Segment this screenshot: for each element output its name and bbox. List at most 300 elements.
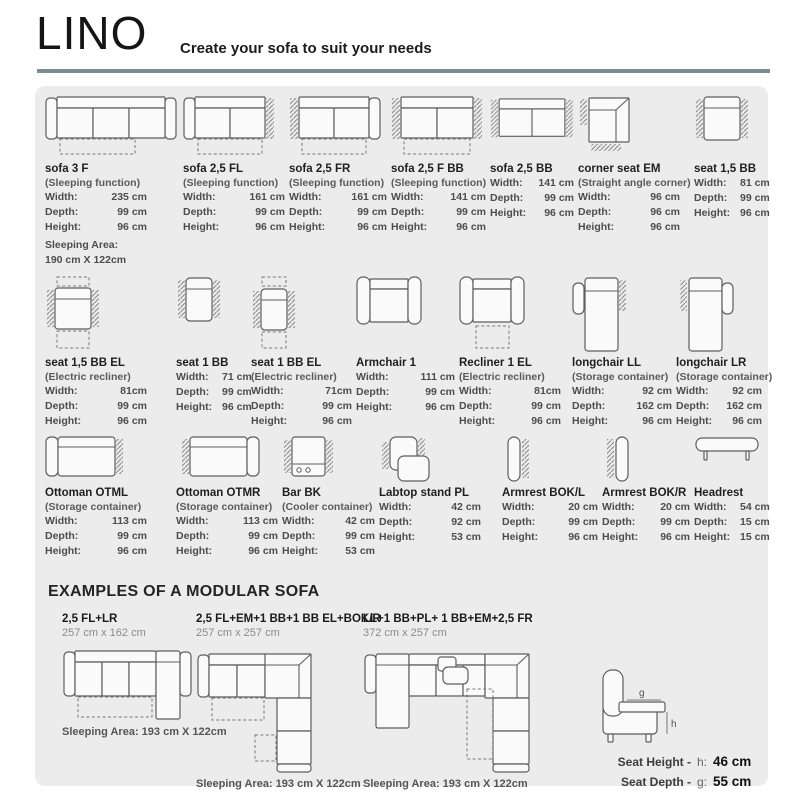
- spec-label: Width:: [45, 191, 78, 203]
- product-subtitle: (Storage container): [45, 501, 142, 513]
- example-size: 257 cm x 257 cm: [196, 627, 280, 639]
- seat-height-var: h:: [696, 755, 707, 769]
- spec-value: 54 cm: [740, 501, 770, 513]
- spec-value: 99 cm: [117, 206, 147, 218]
- spec-label: Width:: [183, 191, 216, 203]
- spec-value: 161 cm: [249, 191, 285, 203]
- spec-value: 162 cm: [636, 400, 672, 412]
- spec-row: [459, 384, 561, 399]
- product-name: Ottoman OTMR: [176, 487, 261, 499]
- spec-label: Depth:: [45, 400, 79, 412]
- product-specs: [176, 514, 278, 559]
- spec-value: 99 cm: [544, 192, 574, 204]
- spec-value: 96 cm: [544, 207, 574, 219]
- spec-row: [251, 414, 352, 429]
- product-name: seat 1,5 BB: [694, 163, 757, 175]
- spec-label: Width:: [459, 385, 492, 397]
- spec-label: Width:: [490, 177, 523, 189]
- spec-label: Height:: [282, 545, 319, 557]
- example-diagram: [196, 649, 363, 773]
- spec-row: [45, 205, 147, 220]
- spec-value: 20 cm: [568, 501, 598, 513]
- spec-label: Width:: [176, 371, 209, 383]
- spec-value: 99 cm: [740, 192, 770, 204]
- sofa-2-5-bb-icon: [490, 96, 574, 142]
- spec-value: 99 cm: [322, 400, 352, 412]
- module-diagram: [459, 276, 568, 354]
- spec-row: [176, 529, 278, 544]
- spec-row: [694, 191, 770, 206]
- spec-value: 99 cm: [117, 400, 147, 412]
- spec-value: 96 cm: [117, 545, 147, 557]
- product-specs: [694, 500, 770, 545]
- spec-row: [282, 514, 375, 529]
- example-sleeping-area: Sleeping Area: 193 cm X 122cm: [196, 778, 361, 790]
- product-subtitle: (Electric recliner): [251, 371, 337, 383]
- spec-label: Height:: [45, 415, 82, 427]
- spec-label: Width:: [251, 385, 284, 397]
- spec-row: [490, 191, 574, 206]
- spec-value: 15 cm: [740, 531, 770, 543]
- example-card: [363, 612, 585, 790]
- product-specs: [45, 514, 147, 559]
- spec-row: [45, 384, 147, 399]
- spec-label: Depth:: [282, 530, 316, 542]
- product-specs: [282, 514, 375, 559]
- spec-value: 92 cm: [642, 385, 672, 397]
- spec-row: [572, 399, 672, 414]
- product-specs: [251, 384, 352, 429]
- product-name: sofa 3 F: [45, 163, 89, 175]
- product-specs: [289, 190, 387, 235]
- spec-row: [502, 515, 598, 530]
- spec-label: Height:: [459, 415, 496, 427]
- product-subtitle: (Electric recliner): [45, 371, 131, 383]
- spec-row: [379, 515, 481, 530]
- spec-label: Width:: [45, 385, 78, 397]
- spec-row: [45, 399, 147, 414]
- spec-label: Depth:: [251, 400, 285, 412]
- spec-value: 71 cm: [222, 371, 252, 383]
- spec-row: [694, 206, 770, 221]
- product-subtitle: (Cooler container): [282, 501, 373, 513]
- ottoman-otmr-icon: [176, 436, 260, 478]
- spec-row: [694, 176, 770, 191]
- spec-value: 99 cm: [531, 400, 561, 412]
- spec-label: Depth:: [289, 206, 323, 218]
- module-diagram: [694, 96, 762, 160]
- spec-label: Depth:: [694, 192, 728, 204]
- seat-depth-row: [585, 772, 765, 792]
- spec-row: [676, 384, 762, 399]
- spec-value: 20 cm: [660, 501, 690, 513]
- spec-row: [289, 205, 387, 220]
- spec-row: [379, 530, 481, 545]
- brand-tagline: Create your sofa to suit your needs: [180, 40, 432, 57]
- example-3-icon: [363, 649, 541, 773]
- spec-row: [578, 190, 680, 205]
- example-size: 257 cm x 162 cm: [62, 627, 146, 639]
- module-diagram: [379, 436, 498, 484]
- spec-row: [45, 414, 147, 429]
- spec-label: Depth:: [490, 192, 524, 204]
- product-specs: [676, 384, 762, 429]
- product-name: longchair LR: [676, 357, 747, 369]
- spec-value: 113 cm: [242, 515, 278, 527]
- module-diagram: [251, 276, 352, 354]
- spec-row: [490, 206, 574, 221]
- product-specs: [391, 190, 486, 235]
- longchair-ll-icon: [572, 276, 630, 352]
- spec-row: [251, 399, 352, 414]
- product-card: [172, 276, 252, 429]
- product-subtitle: (Straight angle corner): [578, 177, 691, 189]
- product-name: seat 1 BB: [176, 357, 229, 369]
- bar-bk-icon: [282, 436, 334, 478]
- product-subtitle: (Storage container): [572, 371, 669, 383]
- spec-row: [176, 400, 252, 415]
- spec-value: 162 cm: [726, 400, 762, 412]
- product-extra-line: Sleeping Area:: [45, 239, 119, 251]
- spec-value: 96 cm: [255, 221, 285, 233]
- product-card: [41, 436, 172, 559]
- product-card: [498, 436, 598, 559]
- spec-row: [602, 530, 690, 545]
- spec-row: [578, 205, 680, 220]
- spec-label: Height:: [356, 401, 393, 413]
- spec-label: Width:: [391, 191, 424, 203]
- module-diagram: [356, 276, 455, 354]
- seat-1-5-bb-el-icon: [45, 276, 101, 352]
- spec-value: 96 cm: [650, 191, 680, 203]
- product-card: [41, 96, 179, 268]
- product-subtitle: (Sleeping function): [45, 177, 141, 189]
- example-1-icon: [62, 649, 196, 721]
- spec-value: 96 cm: [531, 415, 561, 427]
- spec-value: 81cm: [120, 385, 147, 397]
- spec-label: Height:: [176, 545, 213, 557]
- product-card: [455, 276, 568, 429]
- spec-value: 96 cm: [357, 221, 387, 233]
- seat-side-view-diagram: [589, 656, 765, 752]
- spec-row: [183, 220, 285, 235]
- product-specs: [572, 384, 672, 429]
- spec-label: Depth:: [578, 206, 612, 218]
- product-specs: [578, 190, 680, 235]
- example-name: LL+1 BB+PL+ 1 BB+EM+2,5 FR: [363, 613, 533, 625]
- spec-label: Depth:: [459, 400, 493, 412]
- spec-label: Depth:: [356, 386, 390, 398]
- spec-value: 99 cm: [660, 516, 690, 528]
- product-name: seat 1 BB EL: [251, 357, 322, 369]
- module-diagram: [183, 96, 285, 160]
- spec-row: [176, 544, 278, 559]
- catalog-panel: [35, 86, 773, 790]
- spec-label: Height:: [45, 545, 82, 557]
- seat-1-bb-icon: [176, 276, 222, 324]
- product-name: Armchair 1: [356, 357, 417, 369]
- product-specs: [502, 500, 598, 545]
- spec-label: Width:: [602, 501, 635, 513]
- module-diagram: [572, 276, 672, 354]
- product-specs: [379, 500, 481, 545]
- module-diagram: [282, 436, 375, 484]
- product-card: [574, 96, 690, 268]
- product-name: Recliner 1 EL: [459, 357, 532, 369]
- spec-row: [183, 205, 285, 220]
- spec-label: Width:: [356, 371, 389, 383]
- product-card: [598, 436, 690, 559]
- product-card: [387, 96, 486, 268]
- spec-row: [379, 500, 481, 515]
- product-specs: [176, 370, 252, 415]
- product-specs: [45, 190, 147, 235]
- spec-label: Width:: [289, 191, 322, 203]
- spec-value: 96 cm: [660, 531, 690, 543]
- example-name: 2,5 FL+EM+1 BB+1 BB EL+BOK/R: [196, 613, 381, 625]
- spec-label: Width:: [572, 385, 605, 397]
- sofa-2-5-fl-icon: [183, 96, 275, 156]
- spec-label: Depth:: [676, 400, 710, 412]
- spec-row: [602, 500, 690, 515]
- spec-value: 96 cm: [456, 221, 486, 233]
- ottoman-otml-icon: [45, 436, 129, 478]
- spec-row: [45, 529, 147, 544]
- product-subtitle: (Sleeping function): [183, 177, 279, 189]
- seat-height-value: 46 cm: [713, 754, 752, 769]
- spec-value: 96 cm: [425, 401, 455, 413]
- spec-value: 99 cm: [255, 206, 285, 218]
- brand-logo: LINO: [36, 7, 148, 59]
- product-specs: [459, 384, 561, 429]
- product-name: Labtop stand PL: [379, 487, 470, 499]
- spec-value: 92 cm: [451, 516, 481, 528]
- example-name: 2,5 FL+LR: [62, 613, 118, 625]
- spec-row: [176, 370, 252, 385]
- module-diagram: [391, 96, 486, 160]
- spec-label: Depth:: [379, 516, 413, 528]
- spec-row: [578, 220, 680, 235]
- spec-value: 42 cm: [345, 515, 375, 527]
- spec-row: [676, 414, 762, 429]
- spec-value: 99 cm: [345, 530, 375, 542]
- spec-row: [289, 220, 387, 235]
- spec-label: Height:: [251, 415, 288, 427]
- spec-label: Width:: [45, 515, 78, 527]
- corner-seat-em-icon: [578, 96, 640, 154]
- product-name: Ottoman OTML: [45, 487, 129, 499]
- product-extra: [45, 238, 179, 268]
- spec-label: Height:: [694, 531, 731, 543]
- spec-label: Height:: [502, 531, 539, 543]
- seat-height-label: Seat Height -: [617, 755, 691, 769]
- spec-value: 141 cm: [538, 177, 574, 189]
- header-divider: [37, 69, 770, 73]
- spec-value: 99 cm: [248, 530, 278, 542]
- armchair-1-icon: [356, 276, 422, 326]
- spec-value: 96 cm: [732, 415, 762, 427]
- product-card: [672, 276, 773, 429]
- seat-1-bb-el-icon: [251, 276, 297, 352]
- product-subtitle: (Electric recliner): [459, 371, 545, 383]
- spec-row: [602, 515, 690, 530]
- spec-label: Depth:: [602, 516, 636, 528]
- example-card: [62, 612, 227, 738]
- spec-value: 99 cm: [222, 386, 252, 398]
- module-diagram: [45, 96, 179, 160]
- spec-row: [251, 384, 352, 399]
- product-name: sofa 2,5 BB: [490, 163, 553, 175]
- spec-label: Height:: [490, 207, 527, 219]
- spec-label: Height:: [572, 415, 609, 427]
- spec-label: Height:: [379, 531, 416, 543]
- product-name: Headrest: [694, 487, 744, 499]
- example-diagram: [363, 649, 585, 773]
- spec-row: [502, 500, 598, 515]
- spec-label: Height:: [391, 221, 428, 233]
- spec-value: 96 cm: [642, 415, 672, 427]
- spec-value: 96 cm: [222, 401, 252, 413]
- spec-row: [45, 220, 147, 235]
- seat-side-view-icon: [589, 656, 681, 748]
- spec-label: Depth:: [391, 206, 425, 218]
- module-diagram: [502, 436, 598, 484]
- modules-row2: [41, 276, 773, 429]
- longchair-lr-icon: [676, 276, 734, 352]
- spec-row: [282, 544, 375, 559]
- spec-value: 53 cm: [345, 545, 375, 557]
- example-diagram: [62, 649, 196, 721]
- spec-row: [45, 514, 147, 529]
- spec-row: [176, 514, 278, 529]
- spec-row: [183, 190, 285, 205]
- spec-label: Width:: [694, 177, 727, 189]
- spec-row: [676, 399, 762, 414]
- spec-value: 96 cm: [117, 221, 147, 233]
- svg-text:g: g: [639, 688, 645, 699]
- spec-row: [572, 414, 672, 429]
- spec-row: [694, 515, 770, 530]
- examples-section: [48, 583, 762, 792]
- spec-row: [391, 220, 486, 235]
- spec-value: 96 cm: [568, 531, 598, 543]
- product-card: [41, 276, 172, 429]
- product-specs: [490, 176, 574, 221]
- product-card: [690, 436, 770, 559]
- spec-row: [356, 385, 455, 400]
- spec-label: Height:: [694, 207, 731, 219]
- spec-label: Height:: [183, 221, 220, 233]
- spec-row: [45, 544, 147, 559]
- armrest-bok-r-icon: [602, 436, 634, 483]
- product-name: Bar BK: [282, 487, 321, 499]
- module-diagram: [45, 436, 172, 484]
- modules-row3: [41, 436, 770, 559]
- product-card: [486, 96, 574, 268]
- product-name: sofa 2,5 F BB: [391, 163, 464, 175]
- module-diagram: [176, 436, 278, 484]
- laptop-stand-pl-icon: [379, 436, 439, 483]
- seat-height-row: [585, 752, 765, 772]
- spec-row: [176, 385, 252, 400]
- spec-value: 92 cm: [732, 385, 762, 397]
- example-sleeping-area: Sleeping Area: 193 cm X 122cm: [363, 778, 528, 790]
- product-subtitle: (Sleeping function): [391, 177, 487, 189]
- product-specs: [602, 500, 690, 545]
- module-diagram: [176, 276, 247, 354]
- spec-label: Depth:: [502, 516, 536, 528]
- module-diagram: [602, 436, 690, 484]
- spec-value: 15 cm: [740, 516, 770, 528]
- spec-value: 96 cm: [322, 415, 352, 427]
- spec-label: Width:: [676, 385, 709, 397]
- spec-label: Depth:: [176, 386, 210, 398]
- spec-row: [694, 500, 770, 515]
- spec-label: Width:: [176, 515, 209, 527]
- examples-title: EXAMPLES OF A MODULAR SOFA: [48, 583, 320, 600]
- spec-value: 141 cm: [450, 191, 486, 203]
- spec-value: 99 cm: [117, 530, 147, 542]
- product-card: [172, 436, 278, 559]
- spec-label: Depth:: [183, 206, 217, 218]
- spec-row: [502, 530, 598, 545]
- spec-value: 99 cm: [357, 206, 387, 218]
- spec-value: 111 cm: [420, 371, 455, 383]
- module-diagram: [289, 96, 387, 160]
- module-diagram: [490, 96, 574, 160]
- example-2-icon: [196, 649, 348, 773]
- spec-value: 81 cm: [740, 177, 770, 189]
- spec-value: 235 cm: [111, 191, 147, 203]
- spec-value: 96 cm: [117, 415, 147, 427]
- product-specs: [183, 190, 285, 235]
- product-card: [278, 436, 375, 559]
- headrest-icon: [694, 436, 762, 464]
- spec-row: [490, 176, 574, 191]
- svg-text:h: h: [671, 719, 677, 730]
- product-card: [247, 276, 352, 429]
- product-card: [352, 276, 455, 429]
- seat-1-5-bb-icon: [694, 96, 750, 142]
- spec-label: Height:: [578, 221, 615, 233]
- spec-label: Width:: [282, 515, 315, 527]
- product-subtitle: (Storage container): [676, 371, 773, 383]
- spec-row: [694, 530, 770, 545]
- spec-row: [282, 529, 375, 544]
- spec-row: [459, 414, 561, 429]
- seat-dimensions-info: [585, 612, 765, 792]
- spec-row: [572, 384, 672, 399]
- module-diagram: [694, 436, 762, 484]
- spec-label: Depth:: [45, 530, 79, 542]
- example-size: 372 cm x 257 cm: [363, 627, 447, 639]
- product-specs: [45, 384, 147, 429]
- module-diagram: [676, 276, 762, 354]
- sofa-3-f-icon: [45, 96, 177, 156]
- product-card: [179, 96, 285, 268]
- product-card: [690, 96, 770, 268]
- product-name: Armrest BOK/R: [602, 487, 687, 499]
- spec-label: Width:: [502, 501, 535, 513]
- example-card: [196, 612, 381, 790]
- spec-label: Height:: [45, 221, 82, 233]
- product-card: [285, 96, 387, 268]
- module-diagram: [578, 96, 690, 160]
- spec-label: Width:: [578, 191, 611, 203]
- spec-label: Height:: [176, 401, 213, 413]
- spec-row: [391, 205, 486, 220]
- spec-row: [391, 190, 486, 205]
